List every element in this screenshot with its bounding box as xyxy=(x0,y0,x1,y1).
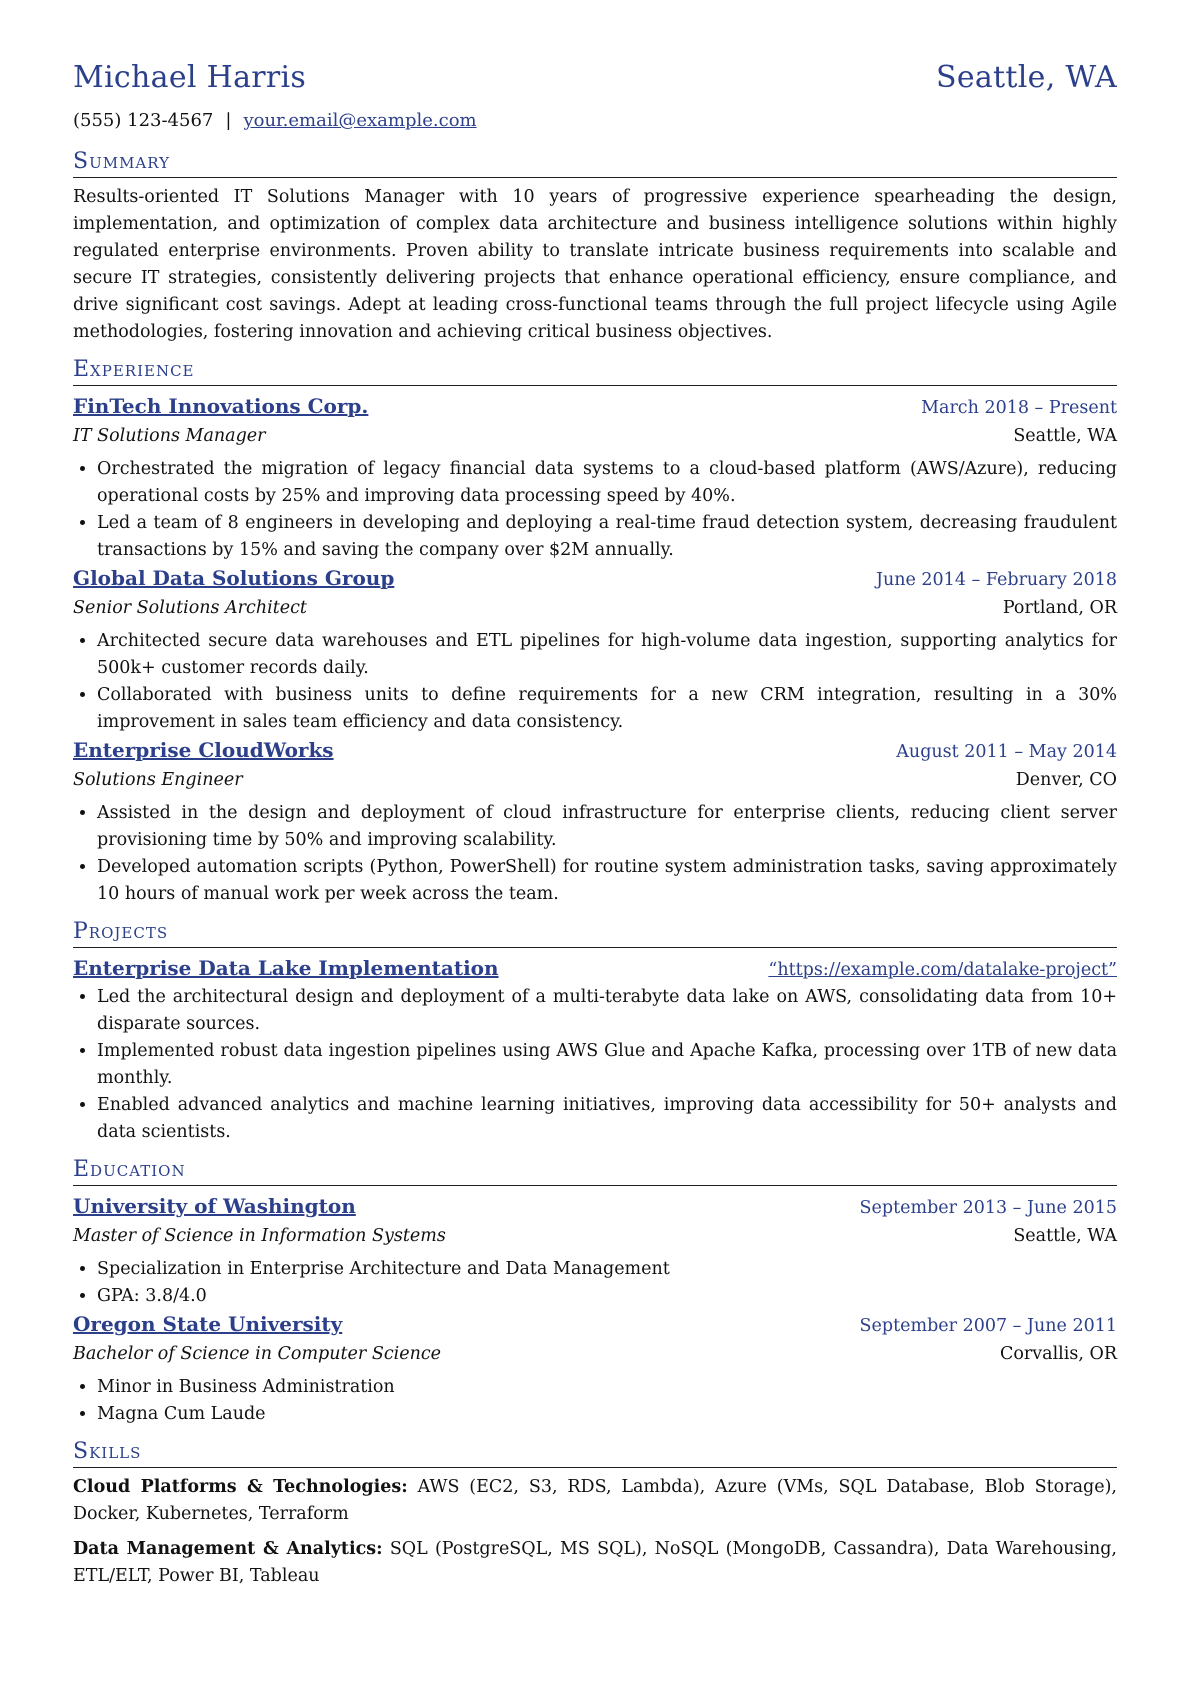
candidate-name: Michael Harris xyxy=(73,60,307,95)
contact-line xyxy=(73,110,1117,138)
list-item: • Assisted in the design and deployment of cloud infrastructure for enterprise clients, reducing client server provisioning time by 50% and improving scalability. xyxy=(97,800,1117,854)
summary-text: Results-oriented IT Solutions Manager with 10 years of progressive experience spearheading the design, implementation, and optimization of complex data architecture and business intelligence solutions within highly regulated enterprise environments. Proven ability to translate intricate business requirements into scalable and secure IT strategies, consistently delivering projects that enhance operational efficiency, ensure compliance, and drive significant cost savings. Adept at leading cross-functional teams through the full project lifecycle using Agile methodologies, fostering innovation and achieving critical business objectives. xyxy=(73,187,1117,342)
experience-entry xyxy=(73,736,1117,908)
school-location: Seattle, WA xyxy=(1013,1226,1117,1246)
list-item: • Orchestrated the migration of legacy financial data systems to a cloud-based platform (AWS/Azure), reducing operational costs by 25% and improving data processing speed by 40%. xyxy=(97,456,1117,510)
bullet-list xyxy=(73,628,1117,736)
contact-separator: | xyxy=(225,110,232,131)
school-link[interactable]: Oregon State University xyxy=(73,1312,343,1336)
job-location: Portland, OR xyxy=(1002,598,1117,618)
skill-line xyxy=(73,1474,1117,1528)
list-item: • Specialization in Enterprise Architecture and Data Management xyxy=(97,1256,1117,1283)
education-dates: September 2007 – June 2011 xyxy=(859,1316,1117,1336)
job-location: Seattle, WA xyxy=(1013,426,1117,446)
education-entry xyxy=(73,1310,1117,1428)
bullet-list xyxy=(73,456,1117,564)
school-link[interactable]: University of Washington xyxy=(73,1194,356,1218)
phone-number: (555) 123-4567 xyxy=(73,110,214,131)
project-url-link[interactable]: “https://example.com/datalake-project” xyxy=(768,960,1117,980)
bullet-list xyxy=(73,800,1117,908)
employment-dates: June 2014 – February 2018 xyxy=(875,570,1117,590)
section-title-skills: Skills xyxy=(73,1438,1117,1468)
experience-entry xyxy=(73,564,1117,736)
list-item: • Minor in Business Administration xyxy=(97,1374,1117,1401)
education-dates: September 2013 – June 2015 xyxy=(859,1198,1117,1218)
skill-category-label: Cloud Platforms & Technologies: xyxy=(73,1477,408,1497)
company-link[interactable]: Global Data Solutions Group xyxy=(73,566,395,590)
skill-category-label: Data Management & Analytics: xyxy=(73,1539,383,1559)
list-item: • Led the architectural design and deployment of a multi-terabyte data lake on AWS, consolidating data from 10+ disparate sources. xyxy=(97,984,1117,1038)
bullet-list xyxy=(73,984,1117,1146)
project-entry xyxy=(73,954,1117,1146)
section-title-summary: Summary xyxy=(73,148,1117,178)
list-item: • Implemented robust data ingestion pipelines using AWS Glue and Apache Kafka, processing over 1TB of new data monthly. xyxy=(97,1038,1117,1092)
skill-line xyxy=(73,1536,1117,1590)
list-item: • Architected secure data warehouses and ETL pipelines for high-volume data ingestion, supporting analytics for 500k+ customer records daily. xyxy=(97,628,1117,682)
company-link[interactable]: FinTech Innovations Corp. xyxy=(73,394,369,418)
bullet-list xyxy=(73,1256,1117,1310)
skill-category-value: AWS (EC2, S3, RDS, Lambda), Azure (VMs, SQL Database, Blob Storage), Docker, Kubernetes, Terraform xyxy=(73,1477,1117,1524)
list-item: • GPA: 3.8/4.0 xyxy=(97,1283,1117,1310)
list-item: • Magna Cum Laude xyxy=(97,1401,1117,1428)
email-link[interactable]: your.email@example.com xyxy=(243,110,477,131)
list-item: • Developed automation scripts (Python, PowerShell) for routine system administration tasks, saving approximately 10 hours of manual work per week across the team. xyxy=(97,854,1117,908)
project-name-link[interactable]: Enterprise Data Lake Implementation xyxy=(73,956,499,980)
education-entry xyxy=(73,1192,1117,1310)
list-item: • Collaborated with business units to define requirements for a new CRM integration, resulting in a 30% improvement in sales team efficiency and data consistency. xyxy=(97,682,1117,736)
employment-dates: March 2018 – Present xyxy=(921,398,1117,418)
company-link[interactable]: Enterprise CloudWorks xyxy=(73,738,334,762)
degree-title: Bachelor of Science in Computer Science xyxy=(73,1344,442,1364)
experience-entry xyxy=(73,392,1117,564)
skill-category-value: SQL (PostgreSQL, MS SQL), NoSQL (MongoDB, Cassandra), Data Warehousing, ETL/ELT, Power BI, Tableau xyxy=(73,1539,1117,1586)
school-location: Corvallis, OR xyxy=(999,1344,1117,1364)
list-item: • Led a team of 8 engineers in developing and deploying a real-time fraud detection system, decreasing fraudulent transactions by 15% and saving the company over $2M annually. xyxy=(97,510,1117,564)
resume-header xyxy=(73,60,1117,104)
job-location: Denver, CO xyxy=(1015,770,1117,790)
bullet-list xyxy=(73,1374,1117,1428)
job-title: IT Solutions Manager xyxy=(73,426,266,446)
degree-title: Master of Science in Information Systems xyxy=(73,1226,446,1246)
section-title-education: Education xyxy=(73,1156,1117,1186)
job-title: Senior Solutions Architect xyxy=(73,598,307,618)
section-title-projects: Projects xyxy=(73,918,1117,948)
list-item: • Enabled advanced analytics and machine learning initiatives, improving data accessibility for 50+ analysts and data scientists. xyxy=(97,1092,1117,1146)
job-title: Solutions Engineer xyxy=(73,770,243,790)
candidate-location: Seattle, WA xyxy=(935,60,1117,95)
employment-dates: August 2011 – May 2014 xyxy=(896,742,1117,762)
section-title-experience: Experience xyxy=(73,356,1117,386)
